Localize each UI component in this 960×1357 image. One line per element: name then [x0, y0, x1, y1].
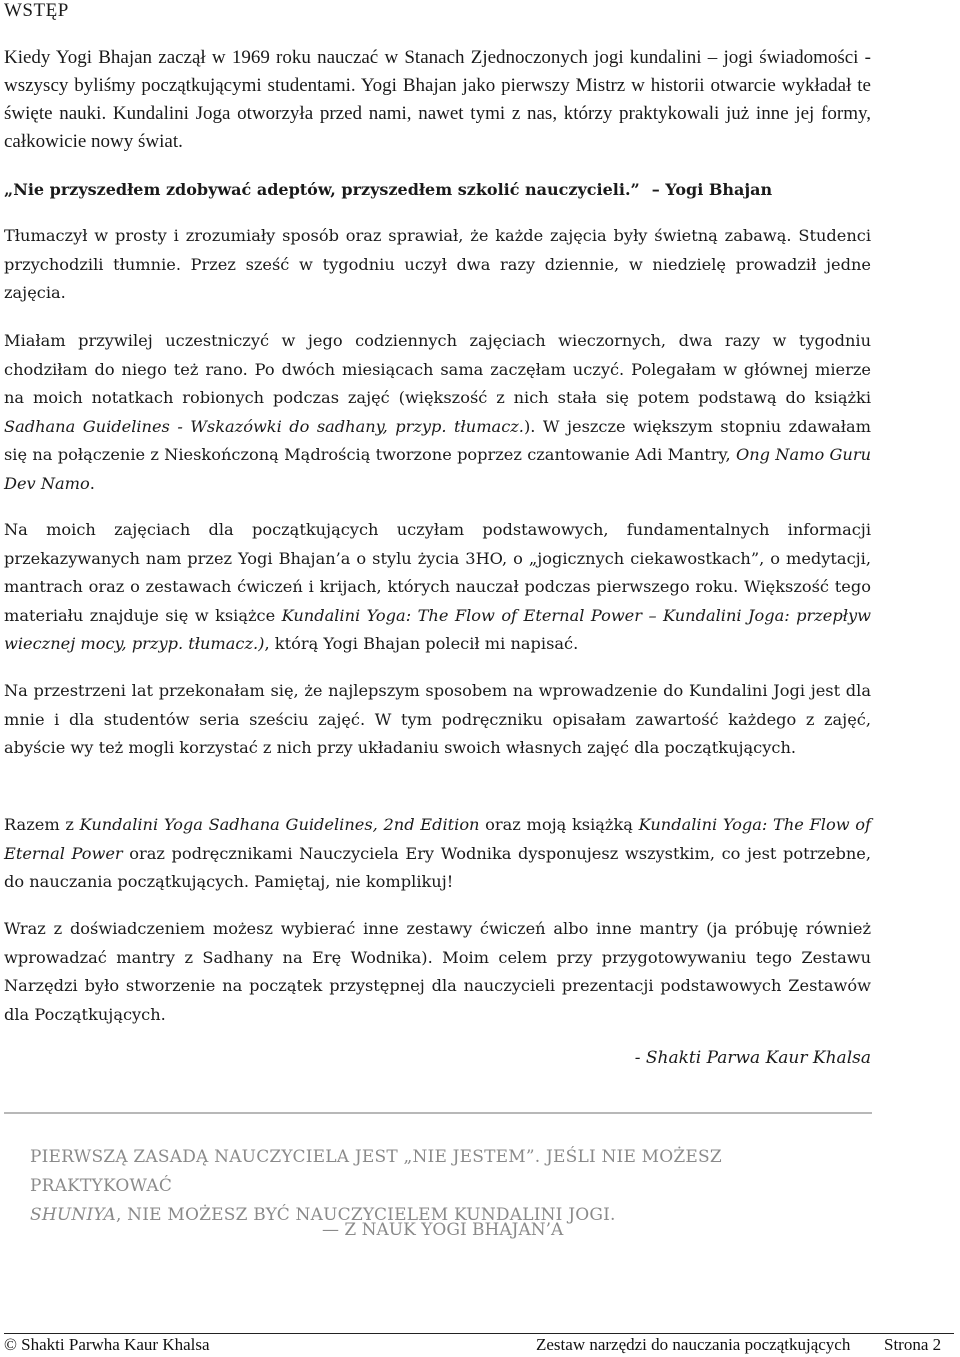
- footer-divider: [4, 1333, 954, 1334]
- callout-quote: [30, 1143, 860, 1230]
- text-run: , którą Yogi Bhajan polecił mi napisać.: [264, 634, 579, 653]
- text-run: Razem z: [4, 815, 80, 834]
- intro-paragraph: Kiedy Yogi Bhajan zaczął w 1969 roku nauczać w Stanach Zjednoczonych jogi kundalini – jogi świadomości - wszyscy byliśmy początkującymi studentami. Yogi Bhajan jako pierwszy Mistrz w historii otwarcie wykładał te święte nauki. Kundalini Joga otworzyła przed nami, nawet tymi z nas, którzy praktykowali już inne jej formy, całkowicie nowy świat.: [4, 47, 871, 152]
- page-number: Strona 2: [884, 1335, 942, 1354]
- book-title-italic: Sadhana Guidelines - Wskazówki do sadhany, przyp. tłumacz.: [4, 416, 524, 436]
- text-run: oraz podręcznikami Nauczyciela Ery Wodnika dysponujesz wszystkim, co jest potrzebne, do nauczania początkujących. Pamiętaj, nie komplikuj!: [4, 843, 871, 891]
- text-run: Na moich zajęciach dla początkujących uczyłam podstawowych, fundamentalnych informacji przekazywanych nam przez Yogi Bhajan’a o stylu życia 3HO, o „jogicznych ciekawostkach”, o medytacji, mantrach oraz o zestawach ćwiczeń i krijach, których nauczał podczas pierwszego roku. Większość tego materiału znajduje się w książce: [4, 520, 871, 625]
- author-signature: - Shakti Parwa Kaur Khalsa: [634, 1048, 871, 1068]
- text-run: .: [89, 473, 95, 493]
- paragraph-experience: Wraz z doświadczeniem możesz wybierać inne zestawy ćwiczeń albo inne mantry (ja próbuję również wprowadzać mantry z Sadhany na Erę Wodnika). Moim celem przy przygotowywaniu tego Zestawu Narzędzi było stworzenie na początek przystępnej dla nauczycieli prezentacji podstawowych Zestawów dla Początkujących.: [4, 919, 871, 1024]
- divider-rule: [4, 1112, 872, 1114]
- paragraph-resources: [4, 811, 871, 897]
- paragraph-teaching: Tłumaczył w prosty i zrozumiały sposób oraz sprawiał, że każde zajęcia były świetną zabawą. Studenci przychodzili tłumnie. Przez sześć w tygodniu uczył dwa razy dziennie, w niedzielę prowadził jedne zajęcia.: [4, 226, 871, 302]
- footer-copyright: © Shakti Parwha Kaur Khalsa: [4, 1335, 210, 1354]
- text-run: , NIE MOŻESZ BYĆ NAUCZYCIELEM KUNDALINI JOGI.: [115, 1205, 616, 1225]
- book-title-italic: Kundalini Yoga: The Flow of Eternal Power: [4, 815, 871, 863]
- footer-title: Zestaw narzędzi do nauczania początkujących: [536, 1335, 851, 1354]
- quote-line: [4, 176, 871, 204]
- text-run: Miałam przywilej uczestniczyć w jego codziennych zajęciach wieczornych, dwa razy w tygodniu chodziłam do niego też rano. Po dwóch miesiącach sama zaczęłam uczyć. Polegałam w głównej mierze na moich notatkach robionych podczas zajęć (większość z nich stała się potem podstawą do książki: [4, 331, 871, 407]
- section-heading: WSTĘP: [4, 0, 69, 21]
- book-title-italic: Kundalini Yoga Sadhana Guidelines, 2nd Edition: [79, 815, 480, 834]
- mantra-italic: Ong Namo Guru Dev Namo: [4, 445, 872, 493]
- book-title-italic: Kundalini Yoga: The Flow of Eternal Power – Kundalini Joga: przepływ wiecznej mocy, przyp. tłumacz.): [4, 605, 871, 653]
- quote-author: – Yogi Bhajan: [651, 180, 773, 199]
- shuniya-italic: SHUNIYA: [30, 1205, 116, 1225]
- quote-text: „Nie przyszedłem zdobywać adeptów, przyszedłem szkolić nauczycieli.”: [4, 180, 640, 199]
- text-run: oraz moją książką: [479, 815, 639, 834]
- callout-attribution: — Z NAUK YOGI BHAJAN’A: [322, 1220, 564, 1240]
- text-run: ). W jeszcze większym stopniu zdawałam się na połączenie z Nieskończoną Mądrością tworzone poprzez czantowanie Adi Mantry,: [4, 416, 871, 464]
- paragraph-beginners: [4, 516, 871, 659]
- paragraph-series: Na przestrzeni lat przekonałam się, że najlepszym sposobem na wprowadzenie do Kundalini Jogi jest dla mnie i dla studentów seria sześciu zajęć. W tym podręczniku opisałam zawartość każdego z zajęć, abyście wy też mogli korzystać z nich przy układaniu swoich własnych zajęć dla początkujących.: [4, 681, 871, 757]
- paragraph-privilege: [4, 327, 871, 498]
- callout-line-1: PIERWSZĄ ZASADĄ NAUCZYCIELA JEST „NIE JESTEM”. JEŚLI NIE MOŻESZ PRAKTYKOWAĆ: [30, 1147, 722, 1196]
